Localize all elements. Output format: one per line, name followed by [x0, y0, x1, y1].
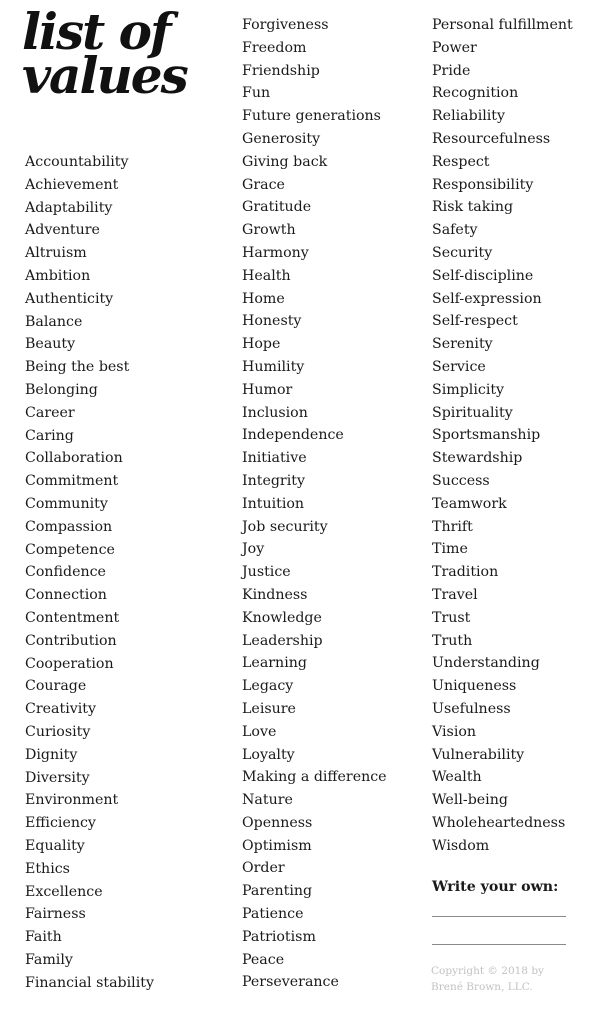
value-item: Being the best — [25, 359, 130, 376]
copyright-line-1: Copyright © 2018 by — [431, 965, 544, 977]
value-item: Courage — [25, 678, 87, 695]
value-item: Fun — [242, 85, 271, 102]
value-item: Connection — [25, 587, 107, 604]
value-item: Trust — [432, 609, 471, 626]
values-column-2 — [242, 14, 387, 994]
value-item: Learning — [242, 655, 307, 672]
value-item: Responsibility — [432, 176, 534, 193]
value-item: Altruism — [25, 245, 87, 262]
value-item: Patience — [242, 906, 304, 923]
value-item: Reliability — [432, 108, 506, 125]
value-item: Belonging — [25, 381, 98, 398]
value-item: Equality — [25, 837, 85, 854]
value-item: Collaboration — [25, 450, 123, 467]
value-item: Cooperation — [25, 655, 114, 672]
value-item: Hope — [242, 336, 281, 353]
value-item: Personal fulfillment — [432, 17, 573, 33]
value-item: Leisure — [242, 700, 296, 717]
copyright-notice — [431, 963, 544, 995]
value-item: Openness — [242, 814, 313, 831]
value-item: Justice — [242, 564, 291, 581]
value-item: Knowledge — [242, 609, 322, 626]
value-item: Contribution — [25, 632, 117, 649]
value-item: Time — [432, 541, 468, 558]
value-item: Fairness — [25, 906, 86, 923]
value-item: Self-expression — [432, 290, 542, 307]
value-item: Health — [242, 267, 291, 284]
value-item: Diversity — [25, 769, 90, 786]
title-line-2: values — [22, 46, 187, 105]
value-item: Teamwork — [432, 495, 507, 512]
value-item: Success — [432, 472, 490, 489]
value-item: Excellence — [25, 883, 103, 900]
value-item: Harmony — [242, 244, 309, 261]
value-item: Accountability — [25, 154, 129, 170]
value-item: Uniqueness — [432, 678, 517, 695]
value-item: Service — [432, 358, 486, 375]
value-item: Commitment — [25, 473, 119, 490]
value-item: Freedom — [242, 39, 307, 56]
value-item: Faith — [25, 929, 62, 946]
value-item: Financial stability — [25, 974, 154, 991]
value-item: Love — [242, 723, 277, 740]
value-item: Pride — [432, 62, 471, 79]
value-item: Intuition — [242, 495, 305, 512]
value-item: Adaptability — [25, 199, 113, 216]
value-item: Humility — [242, 358, 305, 375]
value-item: Caring — [25, 427, 74, 444]
value-item: Efficiency — [25, 815, 96, 832]
values-column-1 — [25, 151, 154, 994]
value-item: Inclusion — [242, 404, 308, 421]
value-item: Simplicity — [432, 381, 505, 398]
values-column-3 — [432, 14, 573, 857]
write-your-own-heading: Write your own: — [432, 879, 559, 895]
value-item: Vision — [432, 723, 477, 740]
value-item: Achievement — [25, 176, 119, 193]
value-item: Community — [25, 495, 108, 512]
value-item: Parenting — [242, 883, 313, 900]
value-item: Stewardship — [432, 450, 523, 467]
value-item: Adventure — [25, 222, 100, 239]
value-item: Environment — [25, 792, 119, 809]
value-item: Dignity — [25, 746, 78, 763]
value-item: Ethics — [25, 860, 70, 877]
value-item: Risk taking — [432, 199, 514, 216]
value-item: Joy — [242, 541, 265, 558]
value-item: Gratitude — [242, 199, 312, 216]
value-item: Balance — [25, 313, 83, 330]
value-item: Growth — [242, 222, 296, 239]
write-in-line — [432, 944, 566, 945]
value-item: Competence — [25, 541, 115, 558]
value-item: Truth — [432, 632, 473, 649]
value-item: Optimism — [242, 837, 312, 854]
value-item: Respect — [432, 153, 490, 170]
value-item: Peace — [242, 951, 285, 968]
page-title — [22, 2, 187, 105]
value-item: Tradition — [432, 564, 499, 581]
value-item: Order — [242, 860, 285, 877]
value-item: Ambition — [25, 267, 91, 284]
value-item: Contentment — [25, 609, 120, 626]
value-item: Self-discipline — [432, 267, 534, 284]
value-item: Beauty — [25, 336, 76, 353]
value-item: Integrity — [242, 472, 305, 489]
value-item: Thrift — [432, 518, 473, 535]
value-item: Compassion — [25, 518, 113, 535]
value-item: Leadership — [242, 632, 323, 649]
value-item: Job security — [242, 518, 328, 535]
value-item: Home — [242, 290, 285, 307]
value-item: Safety — [432, 222, 478, 239]
value-item: Future generations — [242, 108, 381, 125]
value-item: Wealth — [432, 769, 482, 786]
value-item: Forgiveness — [242, 17, 329, 33]
value-item: Patriotism — [242, 928, 316, 945]
value-item: Making a difference — [242, 769, 387, 786]
value-item: Recognition — [432, 85, 519, 102]
value-item: Career — [25, 404, 75, 421]
value-item: Resourcefulness — [432, 130, 551, 147]
value-item: Honesty — [242, 313, 302, 330]
value-item: Legacy — [242, 678, 294, 695]
value-item: Understanding — [432, 655, 540, 672]
value-item: Perseverance — [242, 974, 339, 991]
value-item: Grace — [242, 176, 285, 193]
value-item: Authenticity — [25, 290, 114, 307]
value-item: Self-respect — [432, 313, 518, 330]
title-line-1: list of — [22, 2, 170, 61]
value-item: Power — [432, 39, 477, 56]
value-item: Sportsmanship — [432, 427, 541, 444]
value-item: Travel — [432, 586, 478, 603]
value-item: Serenity — [432, 336, 493, 353]
value-item: Giving back — [242, 153, 328, 170]
value-item: Confidence — [25, 564, 106, 581]
copyright-line-2: Brené Brown, LLC. — [431, 981, 533, 993]
value-item: Security — [432, 244, 493, 261]
value-item: Humor — [242, 381, 293, 398]
value-item: Usefulness — [432, 700, 511, 717]
value-item: Wholeheartedness — [432, 814, 566, 831]
value-item: Generosity — [242, 130, 321, 147]
value-item: Independence — [242, 427, 344, 444]
write-in-line — [432, 916, 566, 917]
value-item: Curiosity — [25, 723, 91, 740]
value-item: Well-being — [432, 792, 508, 809]
value-item: Friendship — [242, 62, 320, 79]
value-item: Loyalty — [242, 746, 295, 763]
value-item: Creativity — [25, 701, 96, 718]
value-item: Family — [25, 951, 73, 968]
value-item: Spirituality — [432, 404, 513, 421]
value-item: Vulnerability — [432, 746, 525, 763]
value-item: Nature — [242, 792, 293, 809]
value-item: Kindness — [242, 586, 308, 603]
value-item: Initiative — [242, 450, 307, 467]
value-item: Wisdom — [432, 837, 490, 854]
